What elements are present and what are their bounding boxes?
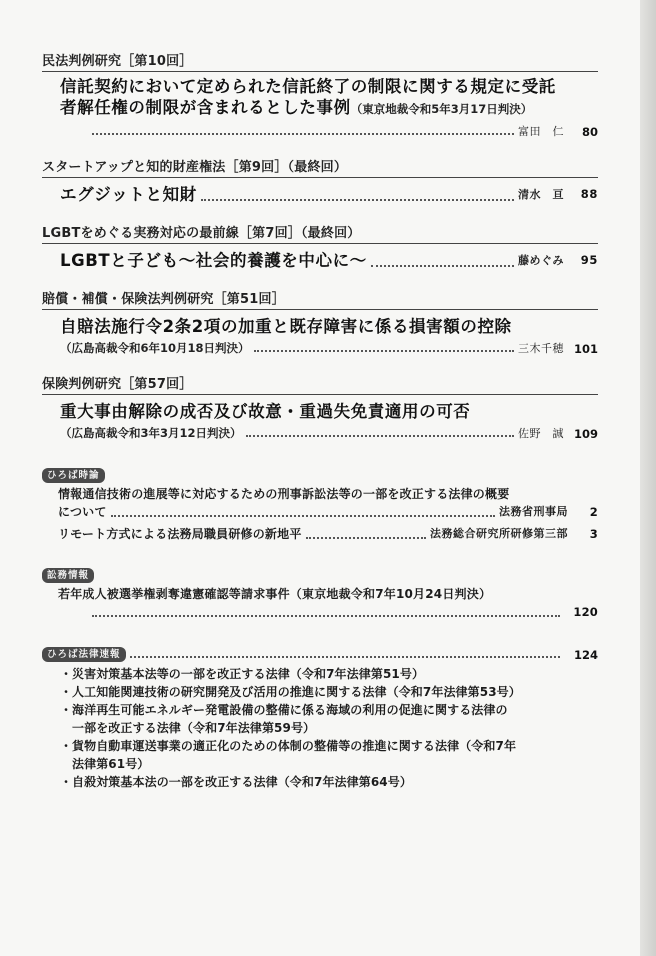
article-title: 重大事由解除の成否及び故意・重過失免責適用の可否 — [60, 402, 471, 421]
table-of-contents — [42, 50, 598, 791]
shomu-item-row — [88, 603, 598, 621]
article-title-row — [60, 184, 598, 205]
law-title: 人工知能関連技術の研究開発及び活用の推進に関する法律（令和7年法律第53号） — [72, 685, 521, 699]
article-title: LGBTと子ども～社会的養護を中心に～ — [60, 251, 367, 270]
article-entry[interactable] — [42, 222, 598, 271]
series-heading: 保険判例研究［第57回］ — [42, 373, 598, 395]
shomu-section — [42, 563, 598, 621]
article-title-line2: 者解任権の制限が含まれるとした事例 — [60, 98, 351, 117]
article-subtitle: （東京地裁令和5年3月17日判決） — [350, 102, 533, 116]
author-row — [60, 340, 598, 356]
jiron-item[interactable] — [42, 485, 598, 521]
article-title: 自賠法施行令2条2項の加重と既存障害に係る損害額の控除 — [60, 317, 512, 336]
law-title-continued: 一部を改正する法律（令和7年法律第59号） — [72, 721, 316, 735]
series-heading: 民法判例研究［第10回］ — [42, 50, 598, 72]
author-name: 三木千穂 — [518, 342, 564, 355]
jiron-item-title: リモート方式による法務局職員研修の新地平 — [58, 527, 302, 541]
article-title-continued — [60, 97, 598, 120]
jiron-item-title: 情報通信技術の進展等に対応するための刑事訴訟法等の一部を改正する法律の概要 — [58, 487, 510, 501]
leader-dots — [201, 199, 514, 201]
jiron-item-title-continued: について — [58, 505, 107, 519]
author-name: 佐野 誠 — [518, 427, 564, 440]
law-list-item[interactable] — [60, 665, 602, 683]
leader-dots — [92, 133, 514, 135]
bullet: ・ — [60, 685, 73, 699]
article-title-row — [60, 250, 598, 271]
law-list-item[interactable] — [60, 701, 602, 737]
section-badge: 訟務情報 — [42, 568, 94, 583]
bullet: ・ — [60, 703, 73, 717]
page-number: 2 — [589, 505, 598, 519]
page-number: 3 — [589, 527, 598, 541]
shomu-item[interactable] — [42, 585, 598, 621]
law-title: 貨物自動車運送事業の適正化のための体制の整備等の推進に関する法律（令和7年 — [72, 739, 517, 753]
law-title: 海洋再生可能エネルギー発電設備の整備に係る海域の利用の促進に関する法律の — [72, 703, 508, 717]
leader-dots — [92, 615, 560, 617]
series-heading: LGBTをめぐる実務対応の最前線［第7回］（最終回） — [42, 222, 598, 244]
law-list — [60, 665, 598, 791]
article-title: 信託契約において定められた信託終了の制限に関する規定に受託 — [60, 77, 556, 96]
leader-dots — [371, 265, 514, 267]
article-entry[interactable] — [42, 50, 598, 139]
article-entry[interactable] — [42, 288, 598, 356]
article-subtitle: （広島高裁令和6年10月18日判決） — [60, 341, 250, 355]
article-title: エグジットと知財 — [60, 185, 197, 204]
bullet: ・ — [60, 667, 73, 681]
author-row — [88, 123, 598, 139]
series-heading: 賠償・補償・保険法判例研究［第51回］ — [42, 288, 598, 310]
section-badge: ひろば法律速報 — [42, 647, 126, 662]
page-edge-shadow — [640, 0, 656, 956]
author-name: 法務省刑事局 — [499, 505, 568, 518]
author-name: 藤めぐみ — [518, 254, 564, 267]
law-title: 災害対策基本法等の一部を改正する法律（令和7年法律第51号） — [72, 667, 425, 681]
article-entry[interactable] — [42, 373, 598, 441]
page-number: 88 — [580, 187, 598, 201]
jiron-item-row — [58, 525, 598, 543]
shomu-item-title: 若年成人被選挙権剥奪違憲確認等請求事件（東京地裁令和7年10月24日判決） — [58, 587, 492, 601]
sokuhou-header[interactable] — [42, 647, 598, 662]
bullet: ・ — [60, 739, 73, 753]
leader-dots — [111, 515, 495, 517]
author-name: 法務総合研究所研修第三部 — [430, 527, 568, 540]
law-list-item[interactable] — [60, 773, 602, 791]
leader-dots — [254, 350, 514, 352]
author-name: 清水 亘 — [518, 188, 564, 201]
law-title: 自殺対策基本法の一部を改正する法律（令和7年法律第64号） — [72, 775, 412, 789]
page-number: 124 — [573, 648, 598, 662]
article-entry[interactable] — [42, 156, 598, 205]
law-title-continued: 法律第61号） — [72, 757, 150, 771]
leader-dots — [130, 656, 560, 658]
law-list-item[interactable] — [60, 683, 602, 701]
jiron-item[interactable] — [42, 525, 598, 543]
page-number: 101 — [573, 342, 598, 356]
page-number: 95 — [580, 253, 598, 267]
leader-dots — [306, 537, 426, 539]
jiron-item-row — [58, 503, 598, 521]
series-heading: スタートアップと知的財産権法［第9回］（最終回） — [42, 156, 598, 178]
leader-dots — [246, 435, 514, 437]
article-subtitle: （広島高裁令和3年3月12日判決） — [60, 426, 242, 440]
author-name: 富田 仁 — [518, 125, 564, 138]
page-number: 80 — [581, 125, 598, 139]
bullet: ・ — [60, 775, 73, 789]
section-badge: ひろば時論 — [42, 468, 105, 483]
page-number: 120 — [573, 605, 598, 619]
page-number: 109 — [573, 427, 598, 441]
law-list-item[interactable] — [60, 737, 602, 773]
sokuhou-section — [42, 647, 598, 791]
author-row — [60, 425, 598, 441]
jiron-section — [42, 463, 598, 543]
